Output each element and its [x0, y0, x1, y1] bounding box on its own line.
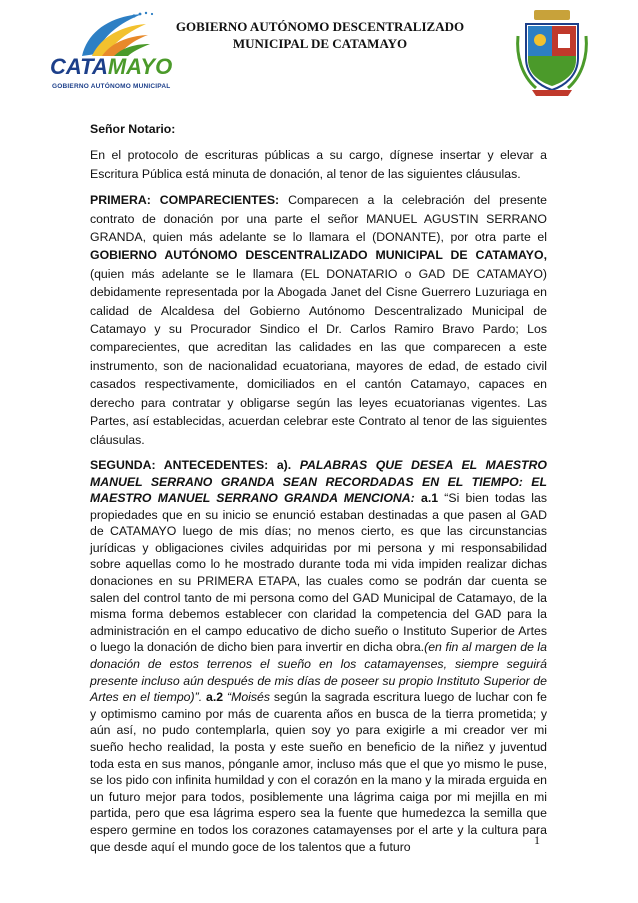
intro-paragraph: En el protocolo de escrituras públicas a su cargo, dígnese insertar y elevar a Escritura Pública está minuta de donación, al tenor de las siguientes cláusulas.: [90, 148, 547, 181]
clause-segunda-a1-label: a.1: [414, 491, 439, 506]
page-number: 1: [534, 833, 540, 847]
clause-primera-text-a: Comparecen a la celebración del presente contrato de donación por una parte el señor MANUEL AGUSTIN SERRANO GRANDA, quien más adelante se lo llamara el (DONANTE), por otra parte el: [90, 193, 548, 245]
header-title-line1: GOBIERNO AUTÓNOMO DESCENTRALIZADO: [175, 19, 465, 34]
salutation: Señor Notario:: [90, 122, 176, 136]
municipal-crest-icon: [514, 6, 590, 98]
clause-segunda-a2-text: según la sagrada escritura luego de luchar con fe y optimismo camino por más de cuarenta años en busca de la tierra prometida; y aún así, no pudo contemplarla, quien soy yo para exigirle a mi creador ver mi sueño hecho realidad, la posta y este sueño en beneficio de la niñez y juventud toda esta en sus manos, pónganle amor, incluso más que el que yo mismo le puse, se los pido con infinita humildad y con el corazón en la mano y la mirada erguida en un futuro mejor para todos, posiblemente una lágrima caiga por mi mejilla en mi partida, pero que esa lágrima espero sea la fuente que humedezca la semilla que espero germine en todos los corazones catamayenses por el arte y la cultura para que desde aquí el mundo goce de los talentos que a futuro: [90, 690, 547, 854]
clause-segunda-a2-label: a.2: [202, 690, 224, 705]
logo-wordmark: [50, 54, 172, 80]
clause-primera-entity: GOBIERNO AUTÓNOMO DESCENTRALIZADO MUNICIPAL DE CATAMAYO,: [90, 248, 547, 263]
logo-subtitle: GOBIERNO AUTÓNOMO MUNICIPAL: [52, 83, 171, 90]
logo-wordmark-part1: CATA: [50, 54, 108, 79]
clause-segunda-a2-quote: “Moisés: [223, 690, 271, 705]
clause-segunda-a1-italic: (en fin al margen de la donación de estos terrenos el sueño en los catamayenses, siempre seguirá presente incluso aún después de mis días de poseer su propio Instituto Superior de Artes en el tiempo)”.: [90, 640, 547, 705]
clause-segunda: [90, 457, 547, 855]
clause-segunda-heading: SEGUNDA: ANTECEDENTES: a).: [90, 457, 292, 472]
clause-primera-text-b: (quien más adelante se le llamara (EL DONATARIO o GAD DE CATAMAYO) debidamente representada por la Abogada Janet del Cisne Guerrero Luzuriaga en calidad de Alcaldesa del Gobierno Autónomo Descentralizado Municipal de Catamayo y su Procurador Sindico el Dr. Carlos Ramiro Bravo Pardo; Los comparecientes, que acreditan las calidades en las que comparecen a este instrumento, son de nacionalidad ecuatoriana, mayores de edad, de estado civil casados respectivamente, domiciliados en el cantón Catamayo, capaces en derecho para contratar y obligarse según las leyes ecuatorianas vigentes. Las Partes, así establecidas, acuerdan celebrar este Contrato al tenor de las siguientes cláusulas.: [90, 266, 547, 447]
clause-primera: [90, 191, 547, 449]
header-title: [170, 18, 470, 52]
clause-primera-heading: PRIMERA: COMPARECIENTES:: [90, 193, 280, 208]
catamayo-logo: [42, 8, 174, 96]
document-body: [90, 120, 547, 855]
clause-segunda-title: PALABRAS QUE DESEA EL MAESTRO MANUEL SERRANO GRANDA SEAN RECORDADAS EN EL TIEMPO: EL MAESTRO MANUEL SERRANO GRANDA MENCIONA:: [90, 457, 547, 506]
clause-segunda-a1-text: “Si bien todas las propiedades que en su inicio se enunció estaban destinadas a que pasen al GAD de CATAMAYO luego de mis días; no menos cierto, es que las circunstancias jurídicas y obligaciones civiles adquiridas por mi persona y mi responsabilidad sobre aquellas como lo he mostrado durante toda mi vida impiden realizar dichas donaciones en su PRIMERA ETAPA, las cuales como se podrán dar cuenta se salen del control tanto de mi persona como del GAD Municipal de Catamayo, de la misma forma debemos establecer con claridad la competencia del GAD para la administración en el campo educativo de dicho sueño o Instituto Superior de Artes o luego la donación de dicho bien para invertir en dicha obra.: [90, 491, 548, 655]
header-title-line2: MUNICIPAL DE CATAMAYO: [232, 36, 408, 51]
logo-wordmark-part2: MAYO: [107, 54, 173, 79]
letterhead: [0, 0, 638, 110]
